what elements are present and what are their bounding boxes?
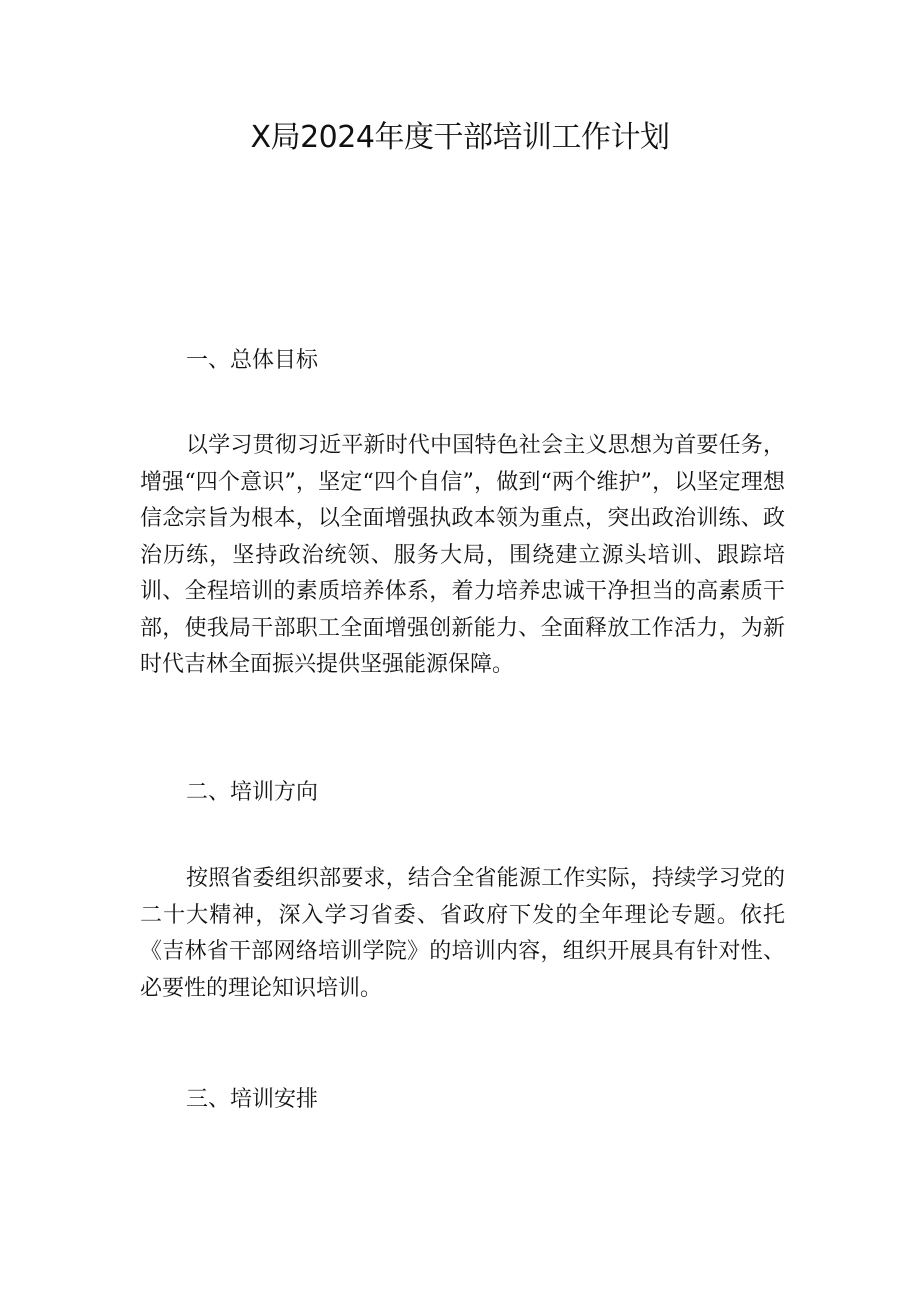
document-title: X局2024年度干部培训工作计划 bbox=[250, 120, 670, 155]
section-heading-overall-goal: 一、总体目标 bbox=[186, 348, 319, 373]
section-body-overall-goal: 以学习贯彻习近平新时代中国特色社会主义思想为首要任务，增强“四个意识”，坚定“四个自信”，做到“两个维护”，以坚定理想信念宗旨为根本，以全面增强执政本领为重点，突出政治训练、政治历练，坚持政治统领、服务大局，围绕建立源头培训、跟踪培训、全程培训的素质培养体系，着力培养忠诚干净担当的高素质干部，使我局干部职工全面增强创新能力、全面释放工作活力，为新时代吉林全面振兴提供坚强能源保障。 bbox=[140, 433, 785, 677]
section-heading-training-direction: 二、培训方向 bbox=[186, 780, 319, 805]
section-body-training-direction: 按照省委组织部要求，结合全省能源工作实际，持续学习党的二十大精神，深入学习省委、省政府下发的全年理论专题。依托《吉林省干部网络培训学院》的培训内容，组织开展具有针对性、必要性的理论知识培训。 bbox=[140, 866, 785, 1001]
section-heading-training-arrangement: 三、培训安排 bbox=[186, 1087, 319, 1112]
